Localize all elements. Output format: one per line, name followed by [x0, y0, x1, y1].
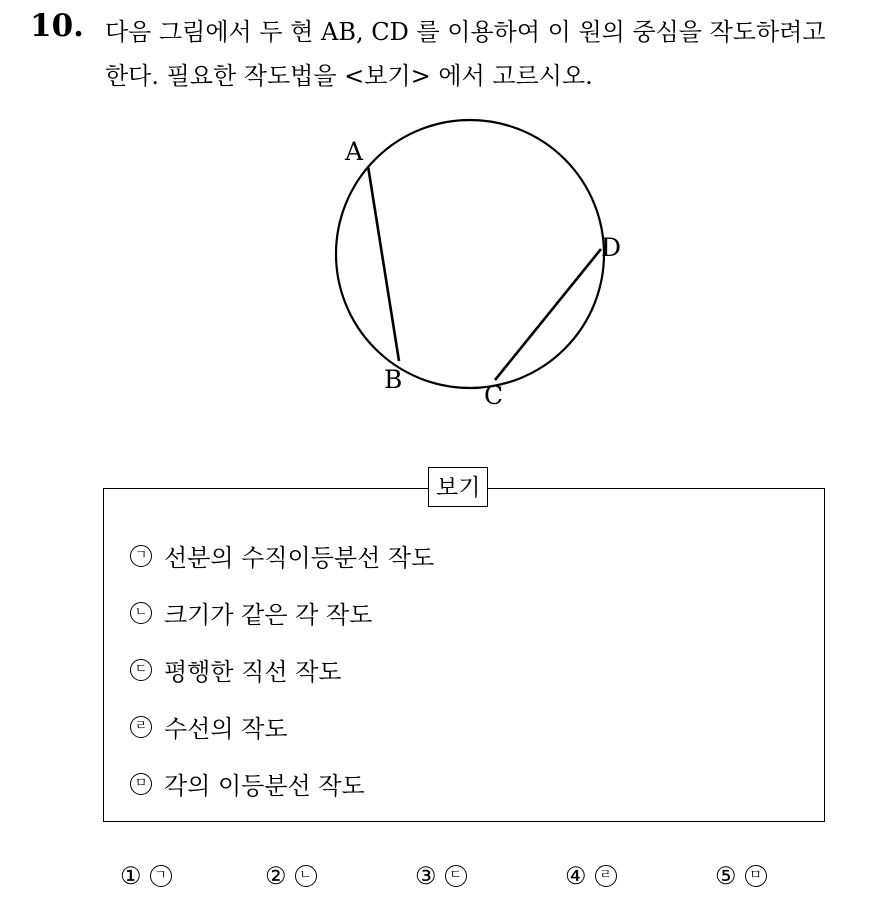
bogi-marker: ㄱ	[130, 545, 152, 567]
choice-number: ①	[120, 862, 142, 890]
bogi-marker: ㄹ	[130, 716, 152, 738]
answer-choice-5[interactable]	[715, 862, 767, 890]
bogi-item	[130, 766, 365, 801]
question-number: 10.	[30, 8, 84, 44]
question-text-line1: 다음 그림에서 두 현 AB, CD 를 이용하여 이 원의 중심을 작도하려고	[105, 18, 826, 46]
bogi-item-text: 수선의 작도	[164, 715, 288, 743]
answer-choice-1[interactable]	[120, 862, 172, 890]
bogi-item	[130, 538, 434, 573]
bogi-item	[130, 595, 372, 630]
chord-cd	[495, 249, 601, 380]
bogi-marker: ㄴ	[130, 602, 152, 624]
label-b: B	[384, 365, 403, 394]
choice-number: ④	[565, 862, 587, 890]
bogi-marker: ㄷ	[130, 659, 152, 681]
choice-number: ②	[265, 862, 287, 890]
label-a: A	[345, 137, 364, 166]
choice-marker: ㄱ	[150, 865, 172, 887]
choice-number: ③	[415, 862, 437, 890]
label-c: C	[484, 381, 504, 410]
choice-number: ⑤	[715, 862, 737, 890]
bogi-item-text: 각의 이등분선 작도	[164, 772, 365, 800]
circle	[336, 120, 604, 388]
bogi-item	[130, 652, 342, 687]
answer-choice-2[interactable]	[265, 862, 317, 890]
choice-marker: ㄷ	[445, 865, 467, 887]
bogi-marker: ㅁ	[130, 773, 152, 795]
chord-ab	[368, 166, 399, 361]
bogi-item-text: 선분의 수직이등분선 작도	[164, 544, 435, 572]
bogi-item-text: 평행한 직선 작도	[164, 658, 342, 686]
choice-marker: ㄹ	[595, 865, 617, 887]
answer-choice-4[interactable]	[565, 862, 617, 890]
choice-marker: ㄴ	[295, 865, 317, 887]
answer-choice-3[interactable]	[415, 862, 467, 890]
bogi-title: 보기	[428, 467, 488, 507]
label-d: D	[601, 233, 622, 262]
question-text-line2: 한다. 필요한 작도법을 <보기> 에서 고르시오.	[105, 62, 593, 90]
bogi-item-text: 크기가 같은 각 작도	[164, 601, 373, 629]
bogi-item	[130, 709, 288, 744]
choice-marker: ㅁ	[745, 865, 767, 887]
